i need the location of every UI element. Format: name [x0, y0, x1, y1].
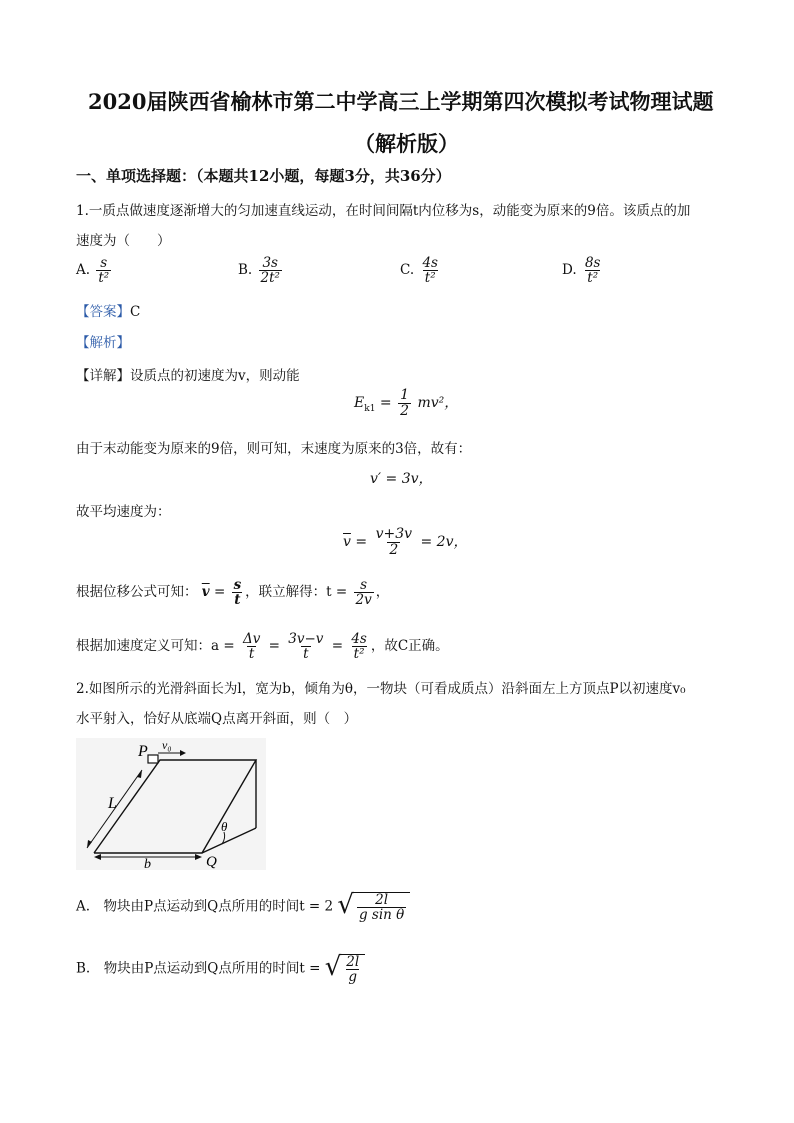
label-v0: v₀ [162, 738, 172, 752]
q2-option-a: A. 物块由P点运动到Q点所用的时间t = 2 √ $\frac{2l}{\text{g sin θ}}$ [76, 892, 410, 922]
option-fraction: $\frac{3s}{\text{2t²}}$ [260, 255, 280, 287]
q2-stem-line2: 水平射入，恰好从底端Q点离开斜面，则（ ） [76, 711, 358, 727]
block [148, 755, 158, 763]
option-fraction: $\frac{8s}{\text{t²}}$ [584, 255, 601, 287]
q1-line-speed: 由于末动能变为原来的9倍，则可知，末速度为原来的3倍，故有： [76, 441, 472, 457]
option-letter: C. [400, 262, 415, 279]
q1-option-a [76, 256, 113, 285]
page-subtitle: （解析版） [354, 131, 459, 156]
section-heading: 一、单项选择题：（本题共12小题，每题3分，共36分） [76, 167, 451, 185]
q1-line-acceleration: 根据加速度定义可知：a = $\frac{\Delta v}{t}$ = $\frac{3v-v}{t}$ = $\frac{4s}{\text{t²}}$ ，故C正确。 [76, 631, 449, 663]
q1-eq-kinetic-energy: $E_{k1}$ = $\frac{1}{2}$ mv²， [354, 387, 459, 419]
option-letter: D. [562, 262, 577, 279]
detail-text: 设质点的初速度为v，则动能 [130, 368, 300, 384]
incline-diagram [76, 738, 266, 870]
q2-incline-figure [76, 738, 266, 870]
detail-tag: 【详解】 [76, 368, 130, 384]
option-letter: B. [238, 262, 253, 279]
option-fraction: $\frac{s}{\text{t²}}$ [98, 255, 110, 287]
q1-option-d [562, 256, 604, 285]
label-l: L [108, 795, 117, 812]
q1-detail [76, 364, 300, 384]
q1-eq-final-speed: v′ = 3v， [370, 471, 433, 487]
answer-value: C [130, 304, 141, 320]
figure-background [76, 738, 266, 870]
label-b: b [144, 857, 151, 870]
q2-option-b: B. 物块由P点运动到Q点所用的时间t = √ $\frac{2l}{g}$ [76, 954, 365, 984]
q1-stem-line1: 1.一质点做速度逐渐增大的匀加速直线运动，在时间间隔t内位移为s，动能变为原来的9倍。该质点的加 [76, 203, 691, 219]
q1-stem-line2: 速度为（ ） [76, 233, 171, 249]
q1-line-displacement: 根据位移公式可知： $\overline{v}$ = $\frac{s}{t}$ ，联立解得：t = $\frac{s}{2v}$ ， [76, 577, 390, 609]
page-title: 2020届陕西省榆林市第二中学高三上学期第四次模拟考试物理试题 [88, 89, 714, 114]
q1-option-c [400, 256, 442, 285]
sqrt-expression: √ $\frac{2l}{g}$ [325, 954, 366, 984]
q2-stem-line1: 2.如图所示的光滑斜面长为l，宽为b，倾角为θ，一物块（可看成质点）沿斜面左上方顶点P以初速度v₀ [76, 681, 686, 697]
label-p: P [138, 743, 148, 760]
label-theta: θ [221, 819, 228, 834]
q1-option-b [238, 256, 284, 285]
q1-eq-average-speed: $\overline{v}$ = $\frac{v+3v}{2}$ = 2v， [343, 526, 468, 558]
option-fraction: $\frac{4s}{\text{t²}}$ [422, 255, 438, 287]
q1-line-avg: 故平均速度为： [76, 504, 171, 520]
label-q: Q [206, 854, 217, 870]
option-letter: A. [76, 262, 91, 279]
q1-answer [76, 300, 140, 320]
sqrt-expression: √ $\frac{2l}{\text{g sin θ}}$ [337, 892, 410, 922]
q1-analysis-tag: 【解析】 [76, 335, 130, 351]
answer-tag: 【答案】 [76, 304, 130, 320]
